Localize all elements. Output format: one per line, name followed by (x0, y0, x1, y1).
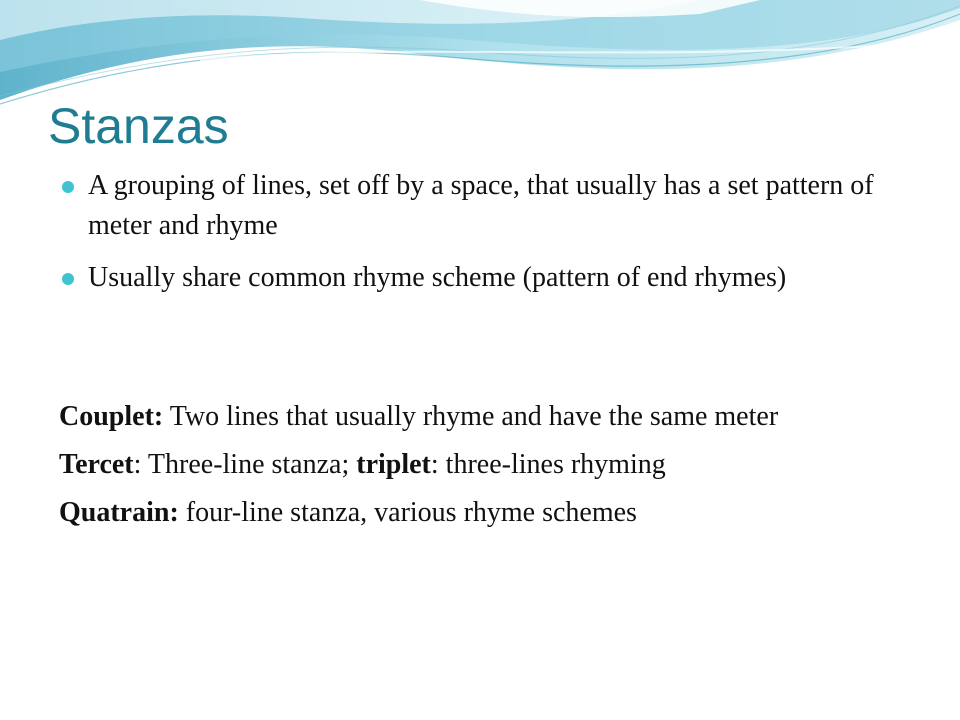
definition-text: four-line stanza, various rhyme schemes (178, 497, 637, 528)
bullet-text: Usually share common rhyme scheme (pattern of end rhymes) (88, 262, 787, 293)
bullet-item (62, 258, 902, 298)
definition-text: : three-lines rhyming (430, 449, 666, 480)
slide-title: Stanzas (48, 98, 229, 154)
term-tercet: Tercet (59, 449, 134, 480)
term-quatrain: Quatrain: (59, 497, 179, 528)
definition-text: Two lines that usually rhyme and have the same meter (163, 401, 779, 432)
term-triplet: triplet (356, 449, 431, 480)
definitions (59, 397, 919, 541)
bullet-list (62, 166, 902, 310)
bullet-text: A grouping of lines, set off by a space, that usually has a set pattern of meter and rhyme (88, 170, 874, 241)
definition-couplet (59, 397, 919, 437)
definition-quatrain (59, 493, 919, 533)
term-couplet: Couplet: (59, 401, 164, 432)
bullet-dot-icon (62, 273, 74, 285)
definition-tercet (59, 445, 919, 485)
definition-text: : Three-line stanza; (133, 449, 357, 480)
bullet-dot-icon (62, 181, 74, 193)
bullet-item (62, 166, 902, 246)
